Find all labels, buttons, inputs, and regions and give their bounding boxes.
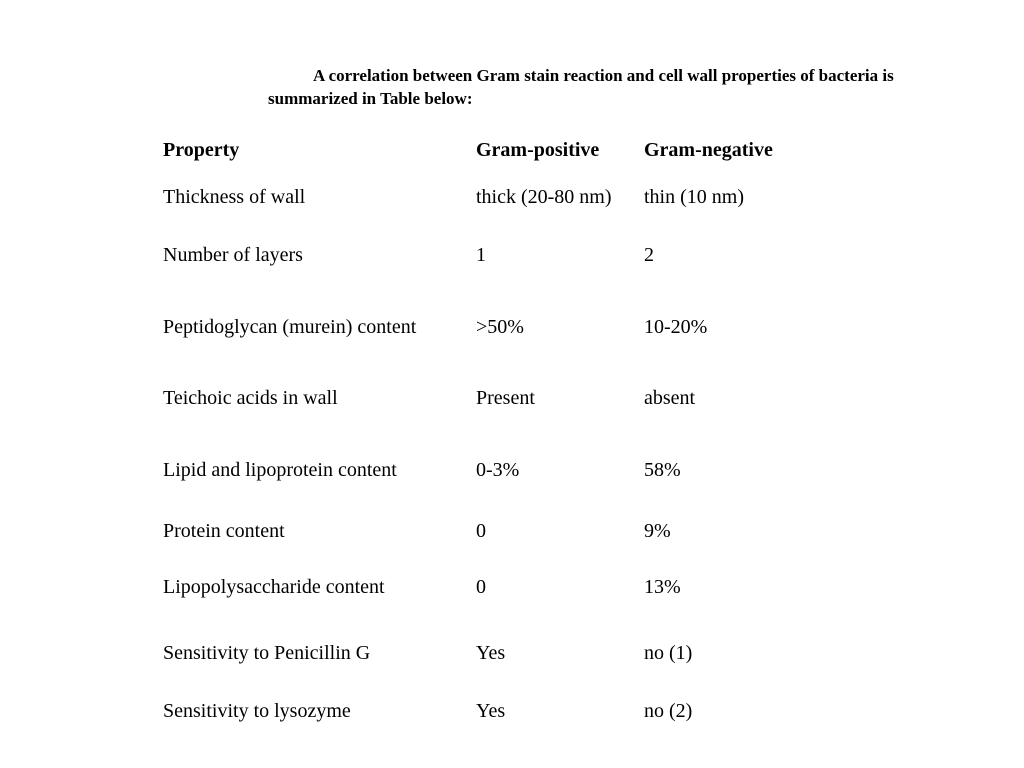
row-property: Lipopolysaccharide content [163,576,385,598]
row-property: Protein content [163,520,285,542]
row-gram-positive: 0-3% [476,459,520,481]
row-gram-positive: Yes [476,642,506,664]
row-gram-positive: >50% [476,316,524,338]
row-gram-negative: no (1) [644,642,693,664]
row-gram-positive: 0 [476,576,486,598]
row-gram-positive: Present [476,387,535,409]
row-property: Thickness of wall [163,186,306,208]
row-gram-negative: no (2) [644,700,693,722]
intro-line-2: summarized in Table below: [268,89,473,108]
row-property: Teichoic acids in wall [163,387,338,409]
header-property: Property [163,139,240,161]
row-gram-positive: Yes [476,700,506,722]
row-gram-negative: 9% [644,520,671,542]
row-gram-positive: thick (20-80 nm) [476,186,612,208]
intro-line-1: A correlation between Gram stain reaction and cell wall properties of bacteria is [313,66,894,85]
row-gram-negative: thin (10 nm) [644,186,744,208]
row-property: Peptidoglycan (murein) content [163,316,417,338]
intro-paragraph [268,64,1008,110]
row-gram-positive: 1 [476,244,486,266]
row-property: Sensitivity to Penicillin G [163,642,371,664]
row-property: Sensitivity to lysozyme [163,700,351,722]
row-gram-positive: 0 [476,520,486,542]
row-gram-negative: 10-20% [644,316,708,338]
header-gram-negative: Gram-negative [644,139,773,161]
row-gram-negative: absent [644,387,696,409]
row-property: Lipid and lipoprotein content [163,459,397,481]
row-gram-negative: 13% [644,576,681,598]
row-property: Number of layers [163,244,303,266]
row-gram-negative: 2 [644,244,654,266]
header-gram-positive: Gram-positive [476,139,600,161]
row-gram-negative: 58% [644,459,681,481]
